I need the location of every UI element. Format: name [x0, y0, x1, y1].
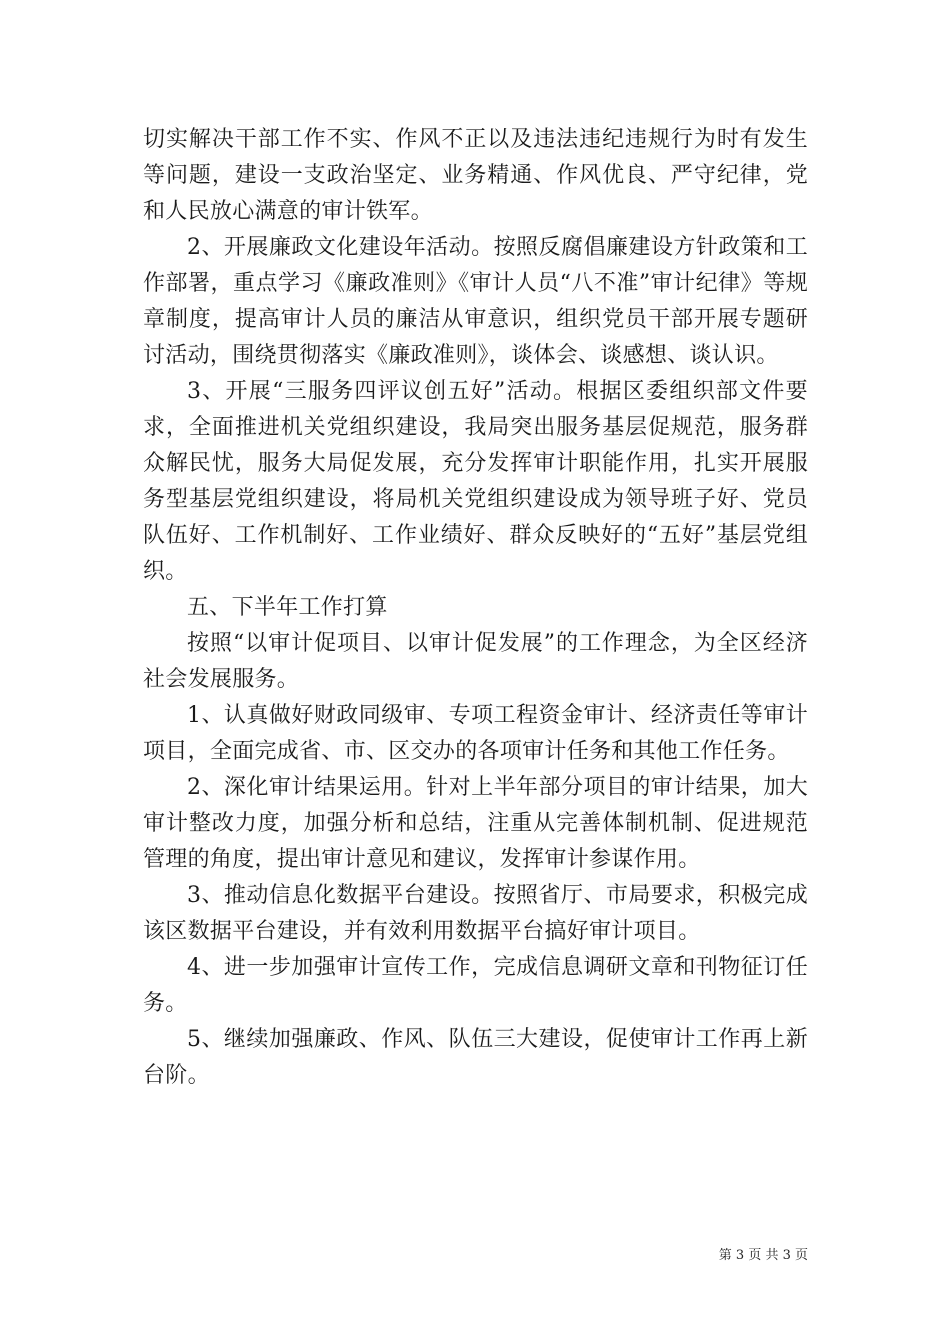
- plan-item-2: 2、深化审计结果运用。针对上半年部分项目的审计结果，加大审计整改力度，加强分析和总结，注重从完善体制机制、促进规范管理的角度，提出审计意见和建议，发挥审计参谋作用。: [143, 775, 808, 872]
- paragraph-continuation: 切实解决干部工作不实、作风不正以及违法违纪违规行为时有发生等问题，建设一支政治坚定、业务精通、作风优良、严守纪律，党和人民放心满意的审计铁军。: [143, 127, 808, 224]
- plan-item-5: 5、继续加强廉政、作风、队伍三大建设，促使审计工作再上新台阶。: [143, 1027, 808, 1088]
- paragraph-work-philosophy: 按照“以审计促项目、以审计促发展”的工作理念，为全区经济社会发展服务。: [143, 631, 808, 692]
- plan-item-3: 3、推动信息化数据平台建设。按照省厅、市局要求，积极完成该区数据平台建设，并有效利用数据平台搞好审计项目。: [143, 883, 808, 944]
- paragraph-integrity-culture: 2、开展廉政文化建设年活动。按照反腐倡廉建设方针政策和工作部署，重点学习《廉政准则》《审计人员“八不准”审计纪律》等规章制度，提高审计人员的廉洁从审意识，组织党员干部开展专题研讨活动，围绕贯彻落实《廉政准则》，谈体会、谈感想、谈认识。: [143, 235, 808, 368]
- plan-item-1: 1、认真做好财政同级审、专项工程资金审计、经济责任等审计项目，全面完成省、市、区交办的各项审计任务和其他工作任务。: [143, 703, 808, 764]
- document-body: [143, 122, 808, 1094]
- paragraph-five-good-activity: 3、开展“三服务四评议创五好”活动。根据区委组织部文件要求，全面推进机关党组织建设，我局突出服务基层促规范，服务群众解民忧，服务大局促发展，充分发挥审计职能作用，扎实开展服务型基层党组织建设，将局机关党组织建设成为领导班子好、党员队伍好、工作机制好、工作业绩好、群众反映好的“五好”基层党组织。: [143, 379, 808, 584]
- page-number-footer: 第 3 页 共 3 页: [718, 1248, 808, 1263]
- section-heading-second-half-plan: 五、下半年工作打算: [187, 595, 388, 620]
- plan-item-4: 4、进一步加强审计宣传工作，完成信息调研文章和刊物征订任务。: [143, 955, 808, 1016]
